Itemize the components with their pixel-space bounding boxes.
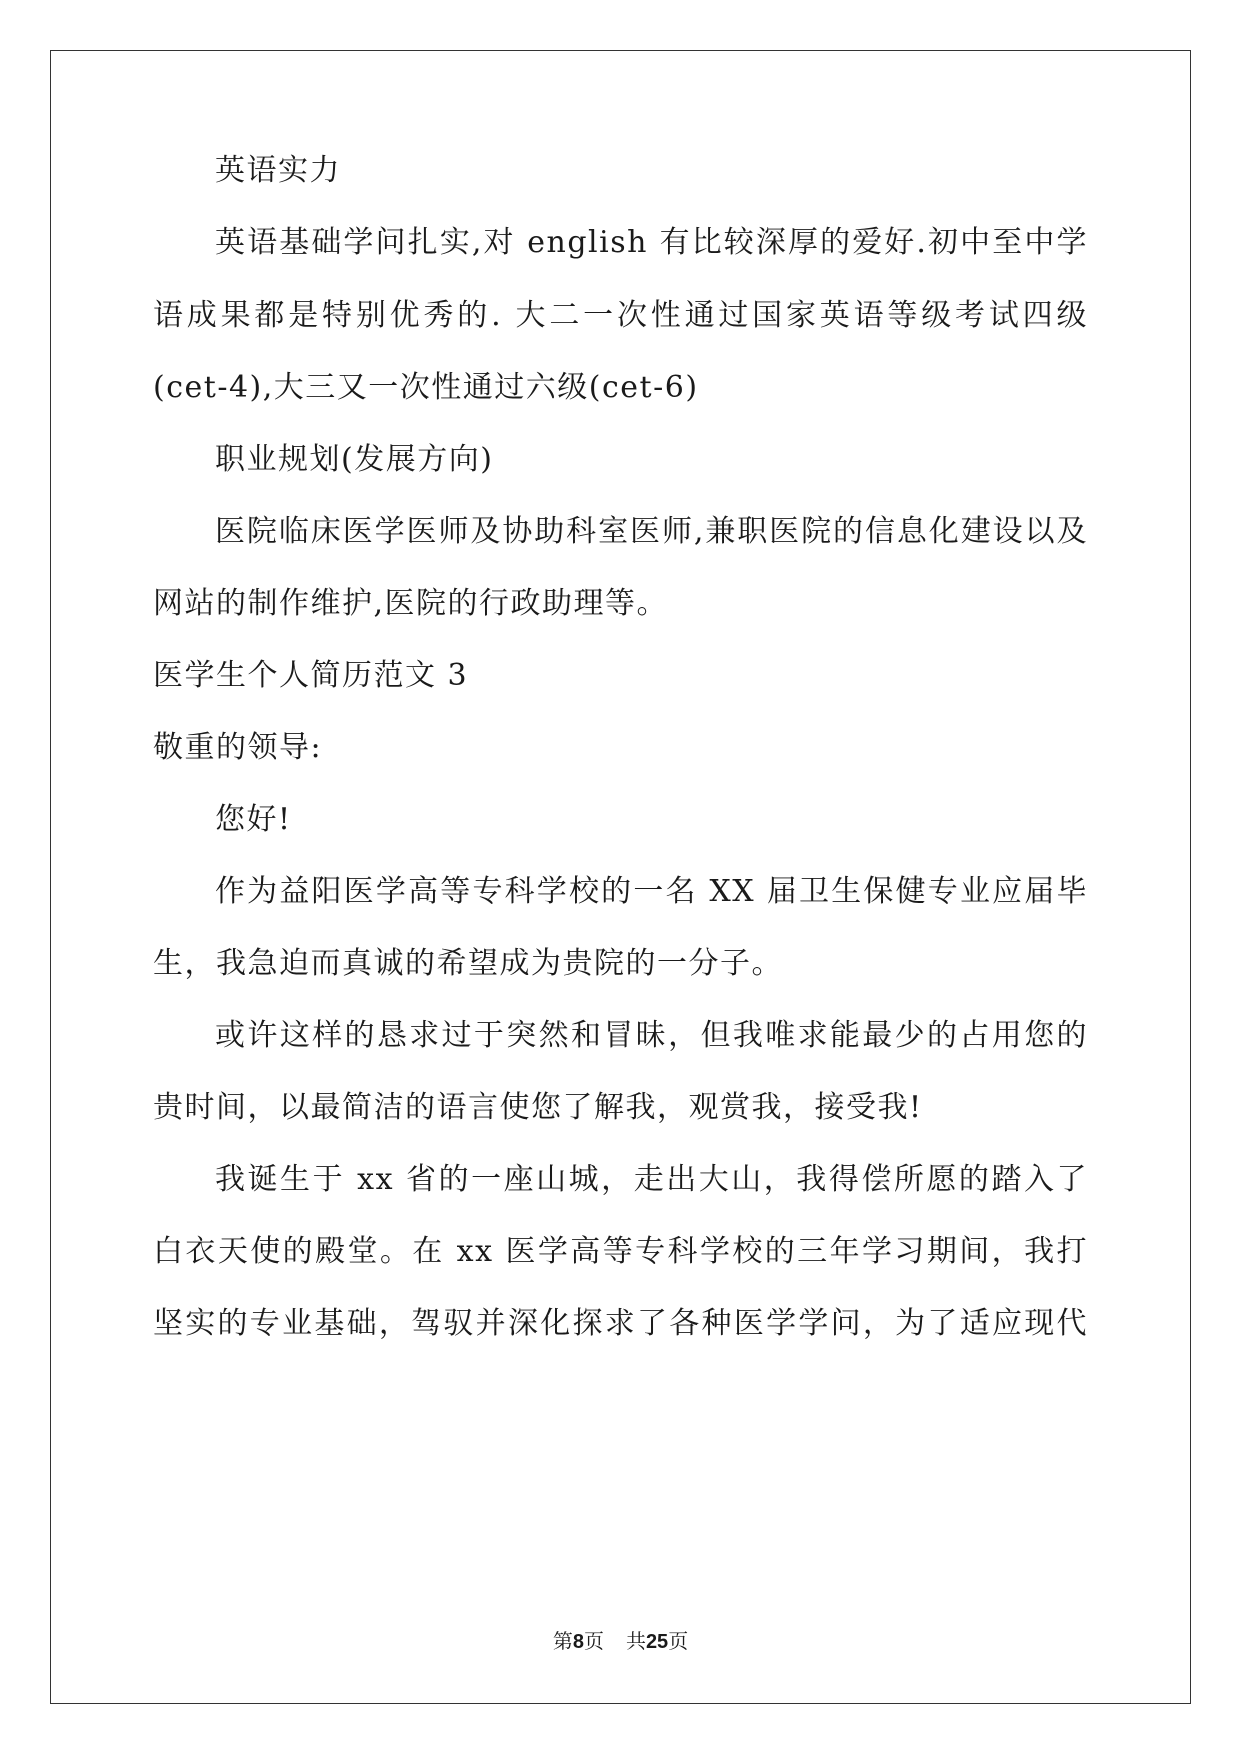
page-prefix: 第 xyxy=(552,1629,573,1653)
total-prefix: 共 xyxy=(625,1629,646,1653)
paragraph-line: 白衣天使的殿堂。在 xx 医学高等专科学校的三年学习期间，我打 xyxy=(153,1234,1088,1269)
page-suffix: 页 xyxy=(583,1629,604,1653)
paragraph-line: 网站的制作维护,医院的行政助理等。 xyxy=(153,586,669,621)
sample-title: 医学生个人简历范文 3 xyxy=(153,658,469,693)
section-heading-career-plan: 职业规划(发展方向) xyxy=(215,442,494,477)
paragraph-line: 生，我急迫而真诚的希望成为贵院的一分子。 xyxy=(153,946,783,981)
salutation: 敬重的领导: xyxy=(153,730,323,765)
paragraph-line: 或许这样的恳求过于突然和冒昧，但我唯求能最少的占用您的 xyxy=(215,1018,1088,1053)
paragraph-line: 英语基础学问扎实,对 english 有比较深厚的爱好.初中至中学 xyxy=(215,225,1088,260)
paragraph-line: 医院临床医学医师及协助科室医师,兼职医院的信息化建设以及 xyxy=(215,514,1088,549)
paragraph-line: 语成果都是特别优秀的. 大二一次性通过国家英语等级考试四级 xyxy=(153,298,1088,333)
greeting: 您好! xyxy=(215,802,292,837)
section-heading-english-ability: 英语实力 xyxy=(215,153,341,188)
total-suffix: 页 xyxy=(668,1629,689,1653)
paragraph-line: 作为益阳医学高等专科学校的一名 XX 届卫生保健专业应届毕 xyxy=(215,874,1088,909)
paragraph-line: 坚实的专业基础，驾驭并深化探求了各种医学学问，为了适应现代 xyxy=(153,1306,1088,1341)
paragraph-line: (cet-4),大三又一次性通过六级(cet-6) xyxy=(153,370,699,405)
page-footer xyxy=(0,1626,1241,1656)
paragraph-line: 我诞生于 xx 省的一座山城，走出大山，我得偿所愿的踏入了 xyxy=(215,1162,1088,1197)
page-number: 8 xyxy=(572,1631,584,1653)
total-pages: 25 xyxy=(645,1631,669,1653)
paragraph-line: 贵时间，以最简洁的语言使您了解我，观赏我，接受我! xyxy=(153,1090,923,1125)
